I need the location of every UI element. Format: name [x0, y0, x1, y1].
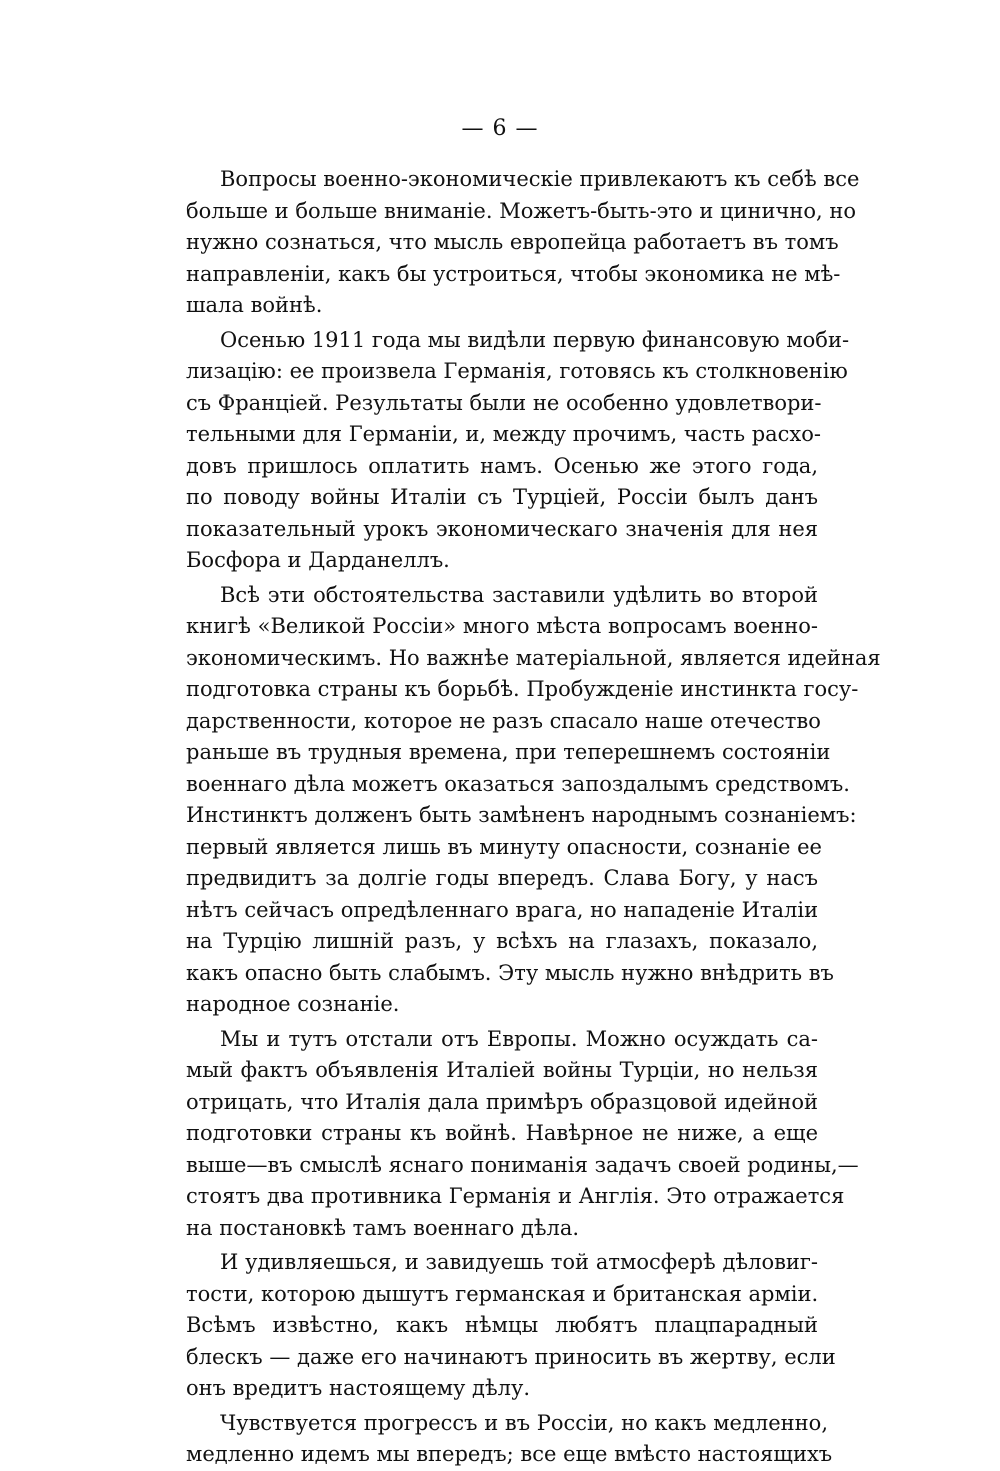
text-line: на Турцію лишній разъ, у всѣхъ на глазахъ, показало, [186, 929, 818, 953]
text-line: довъ пришлось оплатить намъ. Осенью же этого года, [186, 453, 818, 478]
text-line: на постановкѣ тамъ военнаго дѣла. [186, 1215, 580, 1240]
text-line: книгѣ «Великой Россіи» много мѣста вопросамъ военно- [186, 614, 818, 638]
text-line: направленіи, какъ бы устроиться, чтобы экономика не мѣ- [186, 261, 841, 286]
body-text [186, 164, 881, 1471]
text-line: тельными для Германіи, и, между прочимъ, часть расхо- [186, 422, 822, 446]
paragraph-2 [186, 325, 850, 577]
text-line: Чувствуется прогрессъ и въ Россіи, но какъ медленно, [220, 1410, 828, 1435]
text-line: Инстинктъ долженъ быть замѣненъ народнымъ сознаніемъ: [186, 803, 857, 827]
text-line: нѣтъ сейчасъ опредѣленнаго врага, но нападеніе Италіи [186, 897, 819, 922]
text-line: предвидитъ за долгіе годы впередъ. Слава Богу, у насъ [186, 866, 818, 890]
text-line: подготовка страны къ борьбѣ. Пробужденіе инстинкта госу- [186, 677, 859, 701]
text-line: Мы и тутъ отстали отъ Европы. Можно осуждать са- [220, 1026, 818, 1051]
text-line: экономическимъ. Но важнѣе матеріальной, является идейная [186, 645, 881, 670]
page-number: — 6 — [461, 116, 539, 141]
text-line: Всѣмъ извѣстно, какъ нѣмцы любятъ плацпарадный [186, 1313, 818, 1337]
text-line: И удивляешься, и завидуешь той атмосферѣ дѣловиг- [220, 1250, 818, 1274]
text-line: стоятъ два противника Германія и Англія. Это отражается [186, 1184, 845, 1208]
text-line: Осенью 1911 года мы видѣли первую финансовую моби- [220, 327, 850, 352]
text-line: какъ опасно быть слабымъ. Эту мысль нужно внѣдрить въ [186, 960, 834, 985]
text-line: тости, которою дышутъ германская и британская арміи. [186, 1281, 819, 1306]
paragraph-5 [186, 1247, 836, 1405]
text-line: народное сознаніе. [186, 992, 400, 1016]
text-line: онъ вредитъ настоящему дѣлу. [186, 1376, 531, 1400]
text-line: шала войнѣ. [186, 293, 323, 317]
text-line: съ Франціей. Результаты были не особенно удовлетвори- [186, 390, 822, 415]
paragraph-6 [186, 1408, 833, 1471]
text-line: первый является лишь въ минуту опасности, сознаніе ее [186, 834, 822, 859]
text-line: военнаго дѣла можетъ оказаться запоздалымъ средствомъ. [186, 771, 850, 796]
text-line: нужно сознаться, что мысль европейца работаетъ въ томъ [186, 230, 839, 254]
paragraph-1 [186, 164, 860, 322]
text-line: блескъ — даже его начинаютъ приносить въ жертву, если [186, 1344, 836, 1369]
text-line: подготовки страны къ войнѣ. Навѣрное не ниже, а еще [186, 1121, 818, 1145]
text-line: раньше въ трудныя времена, при теперешнемъ состояніи [186, 740, 831, 764]
text-line: выше—въ смыслѣ яснаго пониманія задачъ своей родины,— [186, 1152, 859, 1177]
text-line: Всѣ эти обстоятельства заставили удѣлить во второй [220, 582, 818, 607]
text-line: больше и больше вниманіе. Можетъ-быть-это и цинично, но [186, 198, 857, 223]
text-line: показательный урокъ экономическаго значенія для нея [186, 516, 818, 541]
text-line: мый фактъ объявленія Италіей войны Турціи, но нельзя [186, 1058, 818, 1082]
text-line: Босфора и Дарданеллъ. [186, 548, 450, 572]
text-line: медленно идемъ мы впередъ; все еще вмѣсто настоящихъ [186, 1442, 833, 1466]
text-line: дарственности, которое не разъ спасало наше отечество [186, 708, 821, 733]
text-line: отрицать, что Италія дала примѣръ образцовой идейной [186, 1089, 818, 1114]
paragraph-3 [186, 580, 881, 1021]
text-line: Вопросы военно-экономическіе привлекаютъ къ себѣ все [220, 167, 860, 191]
text-line: по поводу войны Италіи съ Турціей, Россіи былъ данъ [186, 485, 818, 509]
text-line: лизацію: ее произвела Германія, готовясь къ столкновенію [186, 359, 848, 383]
paragraph-4 [186, 1024, 859, 1245]
